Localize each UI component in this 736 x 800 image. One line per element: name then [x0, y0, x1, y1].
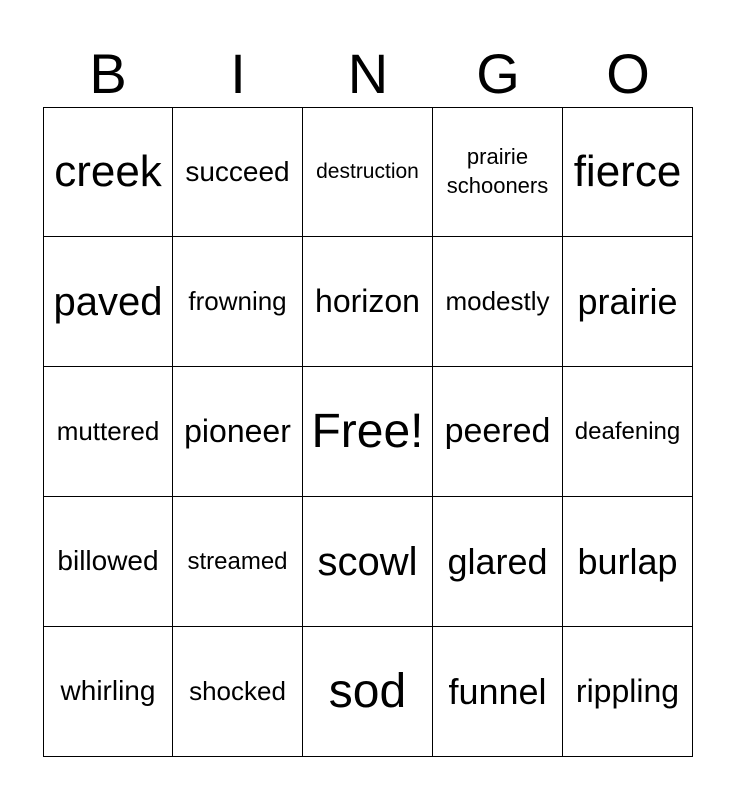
cell-word: prairie: [577, 280, 678, 322]
bingo-cell[interactable]: [173, 627, 303, 757]
bingo-cell[interactable]: [433, 627, 563, 757]
cell-word: glared: [447, 540, 548, 582]
cell-word: peered: [444, 411, 551, 450]
bingo-cell[interactable]: [433, 107, 563, 237]
cell-word: rippling: [575, 673, 680, 710]
cell-word: horizon: [315, 283, 420, 320]
bingo-cell[interactable]: [303, 107, 433, 237]
header-letter-n: N: [347, 42, 389, 105]
cell-word: succeed: [185, 155, 290, 187]
cell-word: frowning: [188, 285, 287, 316]
bingo-cell[interactable]: [303, 627, 433, 757]
cell-word: billowed: [57, 545, 159, 577]
cell-word: shocked: [189, 675, 286, 706]
cell-word: Free!: [311, 404, 424, 458]
bingo-header: [43, 40, 693, 108]
cell-word: whirling: [60, 675, 156, 707]
bingo-cell[interactable]: [563, 497, 693, 627]
cell-word: pioneer: [184, 413, 291, 450]
cell-word: funnel: [448, 670, 547, 712]
header-letter-b: B: [89, 42, 127, 105]
cell-word: deafening: [574, 417, 681, 445]
bingo-cell[interactable]: [173, 367, 303, 497]
bingo-cell[interactable]: [563, 107, 693, 237]
bingo-cell[interactable]: [303, 497, 433, 627]
header-letter-i: I: [230, 42, 246, 105]
bingo-cell[interactable]: [173, 237, 303, 367]
bingo-cell[interactable]: [433, 237, 563, 367]
bingo-cell[interactable]: [433, 367, 563, 497]
bingo-cell[interactable]: [43, 367, 173, 497]
bingo-cell[interactable]: [563, 627, 693, 757]
header-letter-o: O: [606, 42, 650, 105]
cell-word: prairie schooners: [446, 144, 549, 198]
cell-word: modestly: [445, 285, 550, 316]
bingo-cell[interactable]: [43, 497, 173, 627]
bingo-cell[interactable]: [173, 107, 303, 237]
cell-word: muttered: [56, 415, 160, 446]
bingo-cell[interactable]: [563, 367, 693, 497]
cell-word: creek: [54, 146, 162, 196]
bingo-cell[interactable]: [303, 237, 433, 367]
bingo-cell[interactable]: [563, 237, 693, 367]
cell-word: streamed: [187, 547, 288, 575]
bingo-cell[interactable]: [43, 237, 173, 367]
bingo-board: [43, 107, 693, 757]
cell-word: destruction: [316, 159, 419, 183]
bingo-cell[interactable]: [43, 627, 173, 757]
bingo-cell[interactable]: [43, 107, 173, 237]
bingo-cell[interactable]: [173, 497, 303, 627]
bingo-cell[interactable]: [433, 497, 563, 627]
cell-word: sod: [328, 664, 407, 718]
cell-word: paved: [53, 279, 163, 324]
header-letter-g: G: [476, 42, 520, 105]
cell-word: fierce: [573, 146, 682, 196]
bingo-cell-free[interactable]: [303, 367, 433, 497]
cell-word: burlap: [577, 540, 678, 582]
cell-word: scowl: [317, 539, 418, 584]
